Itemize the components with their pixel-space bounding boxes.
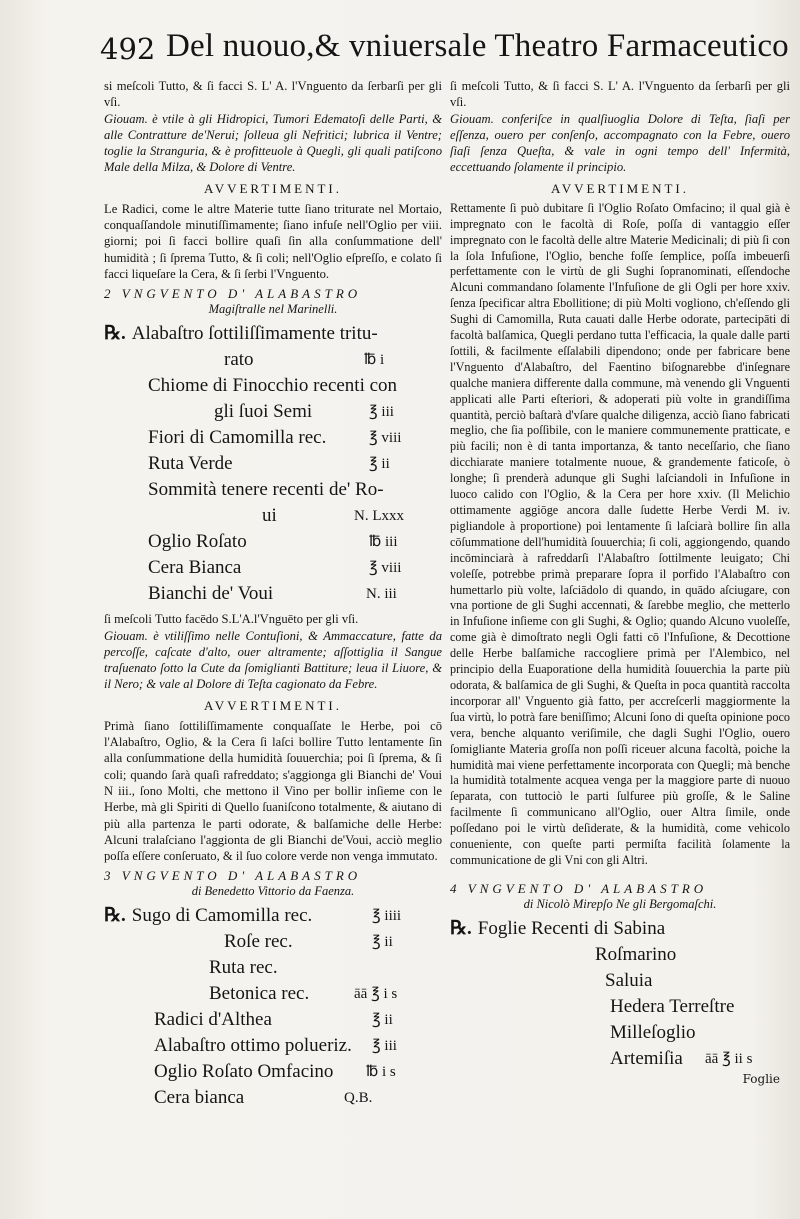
ingredient-name: Fiori di Camomilla rec.: [148, 427, 327, 449]
ingredient-line: [104, 399, 442, 425]
ingredient-line: [104, 1085, 442, 1111]
ingredient-line: [450, 1020, 790, 1046]
catchword: Foglie: [742, 1071, 780, 1086]
right-intro-line: ſi meſcoli Tutto, & ſi facci S. L' A. l'Vnguento da ſerbarſi per gli vſi.: [450, 79, 790, 110]
ingredient-line: [104, 1033, 442, 1059]
ingredient-name: Betonica rec.: [209, 983, 310, 1005]
recipe-2-virtues: Giouam. è vtiliſſimo nelle Contuſioni, & Ammaccature, fatte da percoſſe, caſcate d'alto, ouer altramente; aſſottiglia il Sangue traſuenato ſotto la Cute da ſomiglianti Battiture; leua il Liuore, & il Nero; & vale al Dolore di Teſta cagionato da Febre.: [104, 628, 442, 692]
recipe-2-subtitle: Magiſtralle nel Marinelli.: [208, 302, 338, 317]
right-intro-virtues: Giouam. conferiſce in qualſiuoglia Dolore di Teſta, ſiaſi per eſſenza, ouero per conſenſo, accompagnato con la Febre, ouero ſiaſi ſenza Queſta, & vale in ogni tempo dell' Infermità, eccettuando ſolamente il principio.: [450, 111, 790, 175]
recipe-sign: ℞.: [104, 323, 126, 345]
left-column: [104, 78, 442, 1111]
ingredient-name: ui: [262, 505, 277, 527]
ingredient-name: Cera bianca: [154, 1087, 245, 1109]
ingredient-line: [104, 555, 442, 581]
ingredient-line: [450, 994, 790, 1020]
ingredient-quantity: ℔ i s: [366, 1064, 396, 1081]
ingredient-line: [104, 1059, 442, 1085]
ingredient-quantity: N. iii: [366, 586, 397, 603]
ingredient-line: [104, 955, 442, 981]
ingredient-name: gli ſuoi Semi: [214, 401, 313, 423]
ingredient-name: Alabaſtro ottimo polueriz.: [154, 1035, 352, 1057]
ingredient-quantity: Q.B.: [344, 1090, 373, 1107]
ingredient-line: [104, 503, 442, 529]
recipe-2-ingredients: [104, 321, 442, 607]
ingredient-line: [450, 942, 790, 968]
left-intro-virtues: Giouam. è vtile à gli Hidropici, Tumori Edematoſi delle Parti, & alle Contratture de'Nerui; ſolleua gli Nefritici; lubrica il Ventre; toglie la Stranguria, & è profitteuole à Quegli, gli quali patiſcono Male della Milza, & Dolore di Ventre.: [104, 111, 442, 175]
recipe-4-subtitle: di Nicolò Mirepſo Ne gli Bergomaſchi.: [523, 896, 717, 911]
ingredient-line: [104, 321, 442, 347]
ingredient-name: Artemiſia: [610, 1047, 683, 1069]
ingredient-quantity: ℥ viii: [369, 560, 402, 577]
running-header: [100, 28, 790, 72]
ingredient-quantity: ℥ viii: [369, 430, 402, 447]
ingredient-name: Sommità tenere recenti de' Ro-: [148, 479, 384, 501]
ingredient-line: [104, 981, 442, 1007]
ingredient-name: Saluia: [605, 969, 653, 991]
ingredient-line: [104, 581, 442, 607]
ingredient-line: [104, 477, 442, 503]
ingredient-name: Cera Bianca: [148, 557, 242, 579]
ingredient-quantity: ℥ iiii: [372, 908, 402, 925]
ingredient-name: Sugo di Camomilla rec.: [131, 905, 313, 927]
ingredient-line: [450, 916, 790, 942]
recipe-sign: ℞.: [450, 917, 472, 939]
recipe-sign: ℞.: [104, 905, 126, 927]
ingredient-name: Ruta rec.: [209, 957, 278, 979]
ingredient-name: Radici d'Althea: [154, 1009, 272, 1031]
avvertimenti-text-2: Primà ſiano ſottiliſſimamente conquaſſate le Herbe, poi cō l'Alabaſtro, Oglio, & la Cera ſi laſci bollire Tutto lentamente ſin alla conſummatione della humidità ſouuerchia; poi ſi ſprema, & ſi coli; quando ſarà quaſi rafreddato; s'aggionga gli Bianchi de' Voui N iii., ſono Molti, che mettono il Vino per bollir inſieme con le Herbe, mà gli Spiriti di Quello ſuaniſcono totalmente, & aiutano di più alla partenza le parti odorate, & balſamiche delle Herbe: Alcuni tralaſciano l'aggionta de gli Bianchi de'Voui, acciò meglio poſſa eſſere conſeruato, & il ſuo colore verde non venga immutato.: [104, 718, 442, 864]
ingredient-line: [104, 425, 442, 451]
ingredient-name: Chiome di Finocchio recenti con: [148, 375, 398, 397]
recipe-3-title: 3 VNGVENTO D' ALABASTRO: [104, 868, 362, 884]
ingredient-quantity: ℥ iii: [369, 404, 394, 421]
recipe-2-title: 2 VNGVENTO D' ALABASTRO: [104, 286, 362, 302]
recipe-3-subtitle: di Benedetto Vittorio da Faenza.: [191, 884, 355, 899]
recipe-4-title: 4 VNGVENTO D' ALABASTRO: [450, 880, 708, 896]
ingredient-quantity: N. Lxxx: [354, 508, 404, 525]
running-title: Del nuouo,& vniuersale Theatro Farmaceutico: [166, 28, 789, 64]
ingredient-name: Ruta Verde: [148, 453, 233, 475]
ingredient-line: [450, 968, 790, 994]
ingredient-line: [104, 373, 442, 399]
ingredient-name: Roſe rec.: [224, 931, 293, 953]
ingredient-quantity: ℥ ii: [372, 1012, 393, 1029]
avvertimenti-heading-3: AVVERTIMENTI.: [551, 180, 689, 196]
ingredient-line: [450, 1046, 790, 1072]
left-intro-line: si meſcoli Tutto, & ſi facci S. L' A. l'Vnguento da ſerbarſi per gli vſi.: [104, 79, 442, 110]
ingredient-quantity: ℥ ii: [372, 934, 393, 951]
ingredient-quantity: ℔ i: [364, 352, 385, 369]
ingredient-quantity: āā ℥ i s: [354, 986, 398, 1003]
recipe-2-instruction: ſi meſcoli Tutto facēdo S.L'A.l'Vnguēto per gli vſi.: [104, 612, 359, 627]
ingredient-name: Hedera Terreſtre: [610, 995, 735, 1017]
avvertimenti-text-1: Le Radici, come le altre Materie tutte ſiano triturate nel Mortaio, conquaſſandole minutiſſimamente; ſiano infuſe nell'Oglio per viii. giorni; poi ſi facci bollire quaſi ſin alla conſummatione dell' humidità ; ſi ſprema Tutto, & ſi coli; nell'Oglio eſpreſſo, e colato ſi facci liqueſare la Cera, & ſi ſerbi l'Vnguento.: [104, 201, 442, 281]
ingredient-quantity: āā ℥ ii s: [705, 1050, 753, 1067]
ingredient-line: [104, 347, 442, 373]
avvertimenti-heading-1: AVVERTIMENTI.: [204, 180, 342, 196]
ingredient-quantity: ℥ iii: [372, 1038, 397, 1055]
ingredient-name: Oglio Roſato Omfacino: [154, 1061, 334, 1083]
ingredient-name: Milleſoglio: [610, 1021, 696, 1043]
avvertimenti-heading-2: AVVERTIMENTI.: [204, 697, 342, 713]
ingredient-line: [104, 451, 442, 477]
ingredient-line: [104, 929, 442, 955]
ingredient-quantity: ℔ iii: [369, 534, 398, 551]
avvertimenti-text-3: Rettamente ſi può dubitare ſi l'Oglio Roſato Omfacino; il qual già è impregnato con le facoltà di Roſe, poſſa di vantaggio eſſer impregnato con le facoltà delle altre Materie Medicinali; di più ſi con la ſola Infuſione, l'Oglio, benche foſſe ſemplice, poſſa imbeuerſi perfettamente con le virtù de gli Sughi ſopranominati, eſſendoche Alcuni commandano ſolamente l'Infuſione de gli Ogli per hore xxiv. ſenza ſpecificar altra Ebollitione; di più Molti vogliono, ch'eſſendo gli Sughi di Camomilla, Ruta cauati dalle Herbe odorate, partecipāti di facoltà balſamica, Quegli perdano tutta l'efficacia, la quale dalle parti ſottili, & facilmente eſſalabili dipendono; onde per fabricare bene l'Vnguento d'Alabaſtro, del Faentino biſognarebbe d'inſegnare qualche maniera differente dalla commune, mà venendo gli Vnguenti applicati alle Parti eſteriori, & adoperati più volte in grandiſſima quantità, perciò baſtarà d'vſare qualche diligenza, acciò ſiano fabricati meglio, che ſia poſſibile, con le maniere communemente pratticate, e più facili; non è di tanta importanza, & tanto neceſſario, che ſiano dicchiarate maniere totalmente nuoue, & grandemente faticoſe, ò longhe; ſi prenderà adunque gli Sughi laſciandoli in Infuſione in luoco calido con l'Oglio, & la Cera per hore xxiv. (Il Melichio ottimamente aggiōge ancora dalle ſudette Herbe Verdi M. iv. pigliandole à proportione) poi lentamente ſi laſciarà bollire ſin alla cōſummatione dell'humidità ſouuerchia; ſi coli, aggiongendo, quando incōminciarà à rafreddarſi l'Alabaſtro ſottilmente leuigato; Chi voleſſe, potrebbe primà preparare ſopra il porfido l'Alabaſtro con humettarlo più volte, laſciādolo di quando, in quādo aſciugare, con vna portione de gli Sughi accennati, & ſarebbe meglio, che metterlo in Infuſione inſieme con gli Sughi, & Oglio; quando Alcuno vuoleſſe, come già è dimoſtrato negli Ogli fatti cō l'Infuſione, & Decottione delle Herbe balſamiche raccogliere primà per l'Alembico, nel principio della Euaporatione della humidità ſouuerchia la parte più odorata, & balſamica de gli Sughi, & Queſta in poca quantità raccolta incorporar all' Vnguento già fatto, per accreſcerli maggiormente la ſua virtù, lo potrà fare beniſſimo; Alcuni ſono di queſta opinione poco vera, benche alquanto veriſimile, che dagli Sughi l'Oglio, ouero ſomigliante Materia groſſa non poſſi riceuer alcuna facoltà, poiche la humidità mai viene perfettamente incorporata con Quegli; mà benche la humidità totalmente acquea venga per la maggiore parte di nuouo ſeparata, con tuttociò le parti ſulfuree più groſſe, & le Saline facilmente ſi communicano all'Oglio, ouer Altra ſimile, onde poſſedano poi le virtù deſiderate, & la humidità, come vehicolo conueniente, con queſte parti permiſta facilità ſolamente la communicatione de gli Vni con gli Altri.: [450, 200, 790, 867]
ingredient-name: Foglie Recenti di Sabina: [477, 917, 666, 939]
ingredient-name: rato: [224, 349, 254, 371]
ingredient-line: [104, 529, 442, 555]
ingredient-name: Alabaſtro ſottiliſſimamente tritu-: [131, 323, 378, 345]
ingredient-quantity: ℥ ii: [369, 456, 390, 473]
ingredient-line: [104, 1007, 442, 1033]
ingredient-name: Oglio Roſato: [148, 531, 247, 553]
right-column: [450, 78, 790, 1086]
ingredient-name: Bianchi de' Voui: [148, 583, 274, 605]
ingredient-name: Roſmarino: [595, 943, 677, 965]
ingredient-line: [104, 903, 442, 929]
page-number: 492: [100, 32, 156, 66]
recipe-4-ingredients: [450, 916, 790, 1072]
recipe-3-ingredients: [104, 903, 442, 1111]
